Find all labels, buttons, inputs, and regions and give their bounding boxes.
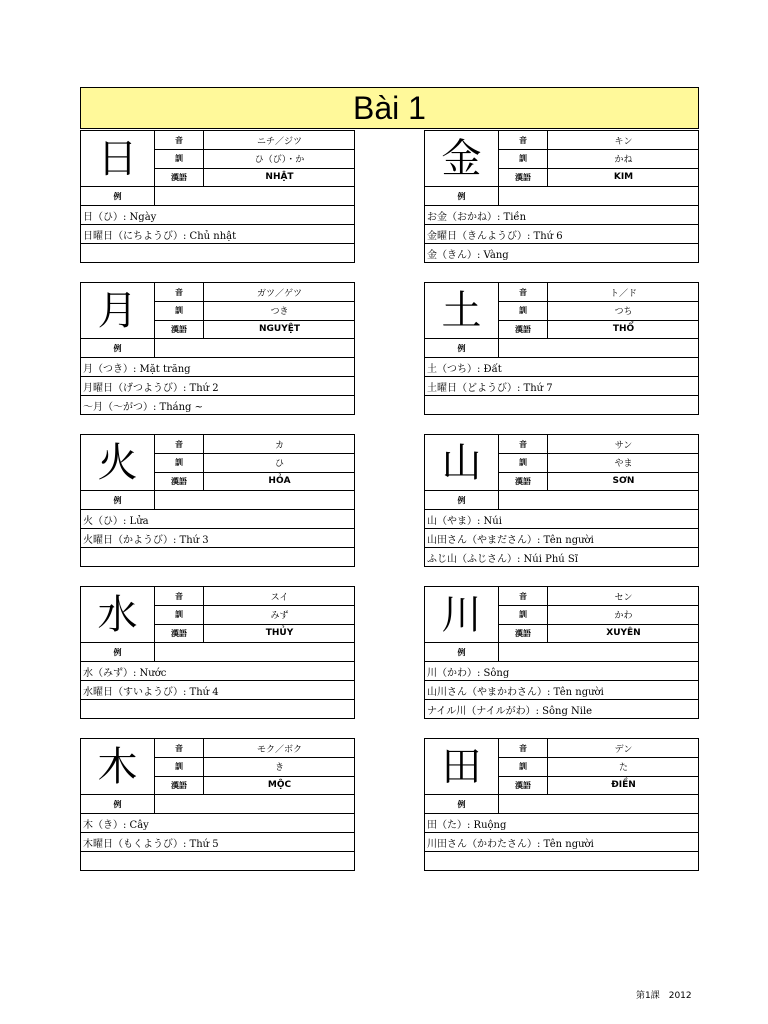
on-reading: デン bbox=[614, 744, 633, 755]
example-line: 日曜日（にちようび）: Chủ nhật bbox=[80, 225, 355, 244]
kun-reading: かね bbox=[614, 155, 633, 166]
example-line: 田（た）: Ruộng bbox=[424, 814, 699, 833]
kanji-header bbox=[80, 738, 355, 795]
example-label: 例 bbox=[81, 795, 155, 813]
on-reading: ト／ド bbox=[609, 288, 637, 299]
on-reading-row bbox=[155, 131, 355, 149]
example-label: 例 bbox=[81, 339, 155, 357]
example-line: 山川さん（やまかわさん）: Tên người bbox=[424, 681, 699, 700]
hanviet-reading: THỔ bbox=[612, 324, 635, 335]
hanviet-reading: MỘC bbox=[267, 780, 292, 791]
hanviet-label: 漢語 bbox=[155, 777, 204, 794]
kanji-card bbox=[80, 586, 355, 719]
kanji-card bbox=[80, 738, 355, 871]
kanji-header bbox=[80, 434, 355, 491]
kun-label: 訓 bbox=[499, 454, 548, 471]
kun-reading: やま bbox=[614, 459, 633, 470]
hanviet-row bbox=[155, 472, 355, 490]
hanviet-row bbox=[499, 320, 699, 338]
on-reading-row bbox=[499, 435, 699, 453]
kun-reading-row bbox=[155, 149, 355, 167]
example-line: 日（ひ）: Ngày bbox=[80, 206, 355, 225]
hanviet-reading: NHẬT bbox=[265, 172, 294, 183]
example-header-row bbox=[424, 339, 699, 358]
example-label: 例 bbox=[425, 339, 499, 357]
reading-grid bbox=[498, 283, 699, 338]
example-line: 山田さん（やまださん）: Tên người bbox=[424, 529, 699, 548]
example-line: 金（きん）: Vàng bbox=[424, 244, 699, 263]
on-label: 音 bbox=[155, 131, 204, 149]
example-header-row bbox=[80, 339, 355, 358]
kun-label: 訓 bbox=[155, 150, 204, 167]
kun-reading-row bbox=[499, 301, 699, 319]
example-header-row bbox=[80, 643, 355, 662]
kanji-header bbox=[424, 586, 699, 643]
kun-reading-row bbox=[499, 605, 699, 623]
on-reading: スイ bbox=[270, 592, 289, 603]
hanviet-label: 漢語 bbox=[499, 321, 548, 338]
on-label: 音 bbox=[155, 283, 204, 301]
example-header-blank bbox=[499, 795, 698, 813]
example-line: 火曜日（かようび）: Thứ 3 bbox=[80, 529, 355, 548]
hanviet-label: 漢語 bbox=[499, 625, 548, 642]
on-label: 音 bbox=[499, 283, 548, 301]
example-line: 土曜日（どようび）: Thứ 7 bbox=[424, 377, 699, 396]
example-label: 例 bbox=[81, 491, 155, 509]
kanji-character: 日 bbox=[97, 135, 138, 182]
hanviet-row bbox=[155, 168, 355, 186]
hanviet-label: 漢語 bbox=[155, 321, 204, 338]
kun-reading: みず bbox=[270, 611, 289, 622]
on-reading-row bbox=[155, 739, 355, 757]
hanviet-reading: SƠN bbox=[612, 476, 635, 487]
example-header-blank bbox=[499, 339, 698, 357]
kanji-header bbox=[80, 130, 355, 187]
on-label: 音 bbox=[499, 435, 548, 453]
example-line: 土（つち）: Đất bbox=[424, 358, 699, 377]
example-header-row bbox=[424, 187, 699, 206]
on-label: 音 bbox=[499, 739, 548, 757]
example-line bbox=[424, 396, 699, 415]
kun-reading-row bbox=[499, 453, 699, 471]
example-label: 例 bbox=[81, 187, 155, 205]
example-line: 火（ひ）: Lửa bbox=[80, 510, 355, 529]
kanji-card bbox=[80, 282, 355, 415]
on-reading-row bbox=[155, 587, 355, 605]
example-line: ～月（～がつ）: Tháng ~ bbox=[80, 396, 355, 415]
kun-reading: かわ bbox=[614, 611, 633, 622]
hanviet-reading: XUYÊN bbox=[606, 628, 641, 639]
example-header-blank bbox=[499, 187, 698, 205]
example-line: お金（おかね）: Tiền bbox=[424, 206, 699, 225]
kanji-character: 火 bbox=[97, 439, 138, 486]
kun-label: 訓 bbox=[499, 606, 548, 623]
kun-reading-row bbox=[499, 149, 699, 167]
kun-reading: ひ bbox=[274, 459, 284, 470]
example-line bbox=[80, 548, 355, 567]
hanviet-reading: THỦY bbox=[265, 628, 294, 639]
kun-label: 訓 bbox=[499, 150, 548, 167]
on-reading-row bbox=[499, 283, 699, 301]
hanviet-row bbox=[499, 776, 699, 794]
on-reading: セン bbox=[614, 592, 633, 603]
hanviet-reading: KIM bbox=[613, 172, 634, 183]
example-header-row bbox=[80, 491, 355, 510]
hanviet-label: 漢語 bbox=[499, 169, 548, 186]
hanviet-reading: HỎA bbox=[268, 476, 291, 487]
on-reading-row bbox=[499, 739, 699, 757]
example-line: 川（かわ）: Sông bbox=[424, 662, 699, 681]
hanviet-row bbox=[155, 320, 355, 338]
kun-reading: ひ（び）・か bbox=[254, 155, 305, 166]
example-label: 例 bbox=[425, 795, 499, 813]
hanviet-row bbox=[155, 776, 355, 794]
example-line: 水（みず）: Nước bbox=[80, 662, 355, 681]
hanviet-label: 漢語 bbox=[155, 625, 204, 642]
hanviet-label: 漢語 bbox=[499, 777, 548, 794]
hanviet-row bbox=[499, 472, 699, 490]
example-header-blank bbox=[155, 187, 354, 205]
reading-grid bbox=[498, 739, 699, 794]
reading-grid bbox=[154, 131, 355, 186]
example-line: 金曜日（きんようび）: Thứ 6 bbox=[424, 225, 699, 244]
kanji-card bbox=[424, 282, 699, 415]
example-header-blank bbox=[155, 795, 354, 813]
example-line: ふじ山（ふじさん）: Núi Phú Sĩ bbox=[424, 548, 699, 567]
kanji-card bbox=[424, 130, 699, 263]
reading-grid bbox=[154, 587, 355, 642]
kanji-character: 田 bbox=[441, 743, 482, 790]
on-label: 音 bbox=[155, 587, 204, 605]
example-header-row bbox=[424, 795, 699, 814]
kanji-character: 山 bbox=[441, 439, 482, 486]
kanji-card bbox=[80, 130, 355, 263]
kun-label: 訓 bbox=[155, 454, 204, 471]
hanviet-reading: NGUYỆT bbox=[258, 324, 301, 335]
kanji-character: 月 bbox=[97, 287, 138, 334]
kanji-card bbox=[424, 738, 699, 871]
kun-reading: た bbox=[618, 763, 628, 774]
on-reading-row bbox=[155, 435, 355, 453]
on-reading-row bbox=[499, 131, 699, 149]
example-line: 川田さん（かわたさん）: Tên người bbox=[424, 833, 699, 852]
hanviet-label: 漢語 bbox=[499, 473, 548, 490]
kanji-header bbox=[80, 586, 355, 643]
example-header-row bbox=[424, 643, 699, 662]
reading-grid bbox=[498, 587, 699, 642]
example-line: 山（やま）: Núi bbox=[424, 510, 699, 529]
hanviet-row bbox=[499, 168, 699, 186]
kanji-header bbox=[80, 282, 355, 339]
page-footer: 第1課 2012 bbox=[636, 991, 692, 1001]
hanviet-row bbox=[499, 624, 699, 642]
example-header-row bbox=[80, 795, 355, 814]
example-header-blank bbox=[499, 491, 698, 509]
reading-grid bbox=[498, 435, 699, 490]
example-label: 例 bbox=[81, 643, 155, 661]
on-label: 音 bbox=[155, 435, 204, 453]
on-reading: カ bbox=[274, 440, 284, 451]
kanji-character: 水 bbox=[97, 591, 138, 638]
hanviet-label: 漢語 bbox=[155, 473, 204, 490]
lesson-title: Bài 1 bbox=[80, 87, 699, 129]
example-line bbox=[80, 244, 355, 263]
on-reading-row bbox=[155, 283, 355, 301]
kun-label: 訓 bbox=[155, 606, 204, 623]
kun-label: 訓 bbox=[155, 302, 204, 319]
kanji-card bbox=[424, 586, 699, 719]
kun-label: 訓 bbox=[499, 758, 548, 775]
kun-reading-row bbox=[155, 757, 355, 775]
example-line: 木（き）: Cây bbox=[80, 814, 355, 833]
example-line: ナイル川（ナイルがわ）: Sông Nile bbox=[424, 700, 699, 719]
example-line: 木曜日（もくようび）: Thứ 5 bbox=[80, 833, 355, 852]
on-reading: モク／ボク bbox=[256, 744, 302, 755]
on-reading: キン bbox=[614, 136, 633, 147]
kun-reading-row bbox=[499, 757, 699, 775]
kun-label: 訓 bbox=[155, 758, 204, 775]
hanviet-reading: ĐIỀN bbox=[611, 780, 636, 791]
example-header-row bbox=[80, 187, 355, 206]
example-line: 月曜日（げつようび）: Thứ 2 bbox=[80, 377, 355, 396]
kun-reading: き bbox=[274, 763, 284, 774]
on-label: 音 bbox=[499, 587, 548, 605]
kanji-card bbox=[80, 434, 355, 567]
hanviet-label: 漢語 bbox=[155, 169, 204, 186]
example-header-blank bbox=[155, 643, 354, 661]
kun-reading-row bbox=[155, 453, 355, 471]
example-header-blank bbox=[499, 643, 698, 661]
example-line: 水曜日（すいようび）: Thứ 4 bbox=[80, 681, 355, 700]
on-reading: ニチ／ジツ bbox=[256, 136, 302, 147]
on-reading-row bbox=[499, 587, 699, 605]
hanviet-row bbox=[155, 624, 355, 642]
reading-grid bbox=[154, 739, 355, 794]
example-line bbox=[80, 852, 355, 871]
on-reading: ガツ／ゲツ bbox=[257, 288, 302, 299]
reading-grid bbox=[154, 283, 355, 338]
kanji-character: 土 bbox=[441, 287, 482, 334]
kun-reading-row bbox=[155, 605, 355, 623]
reading-grid bbox=[154, 435, 355, 490]
kanji-card bbox=[424, 434, 699, 567]
example-line bbox=[80, 700, 355, 719]
kun-reading: つち bbox=[614, 307, 633, 318]
kanji-character: 木 bbox=[97, 743, 138, 790]
kun-reading-row bbox=[155, 301, 355, 319]
kanji-character: 金 bbox=[441, 135, 482, 182]
example-line: 月（つき）: Mặt trăng bbox=[80, 358, 355, 377]
example-label: 例 bbox=[425, 187, 499, 205]
kanji-header bbox=[424, 434, 699, 491]
example-line bbox=[424, 852, 699, 871]
kanji-character: 川 bbox=[441, 591, 482, 638]
example-label: 例 bbox=[425, 491, 499, 509]
on-reading: サン bbox=[614, 440, 633, 451]
example-header-blank bbox=[155, 339, 354, 357]
kun-reading: つき bbox=[270, 307, 289, 318]
example-header-blank bbox=[155, 491, 354, 509]
on-label: 音 bbox=[499, 131, 548, 149]
kanji-header bbox=[424, 282, 699, 339]
kanji-header bbox=[424, 738, 699, 795]
example-header-row bbox=[424, 491, 699, 510]
reading-grid bbox=[498, 131, 699, 186]
on-label: 音 bbox=[155, 739, 204, 757]
kanji-header bbox=[424, 130, 699, 187]
example-label: 例 bbox=[425, 643, 499, 661]
kun-label: 訓 bbox=[499, 302, 548, 319]
